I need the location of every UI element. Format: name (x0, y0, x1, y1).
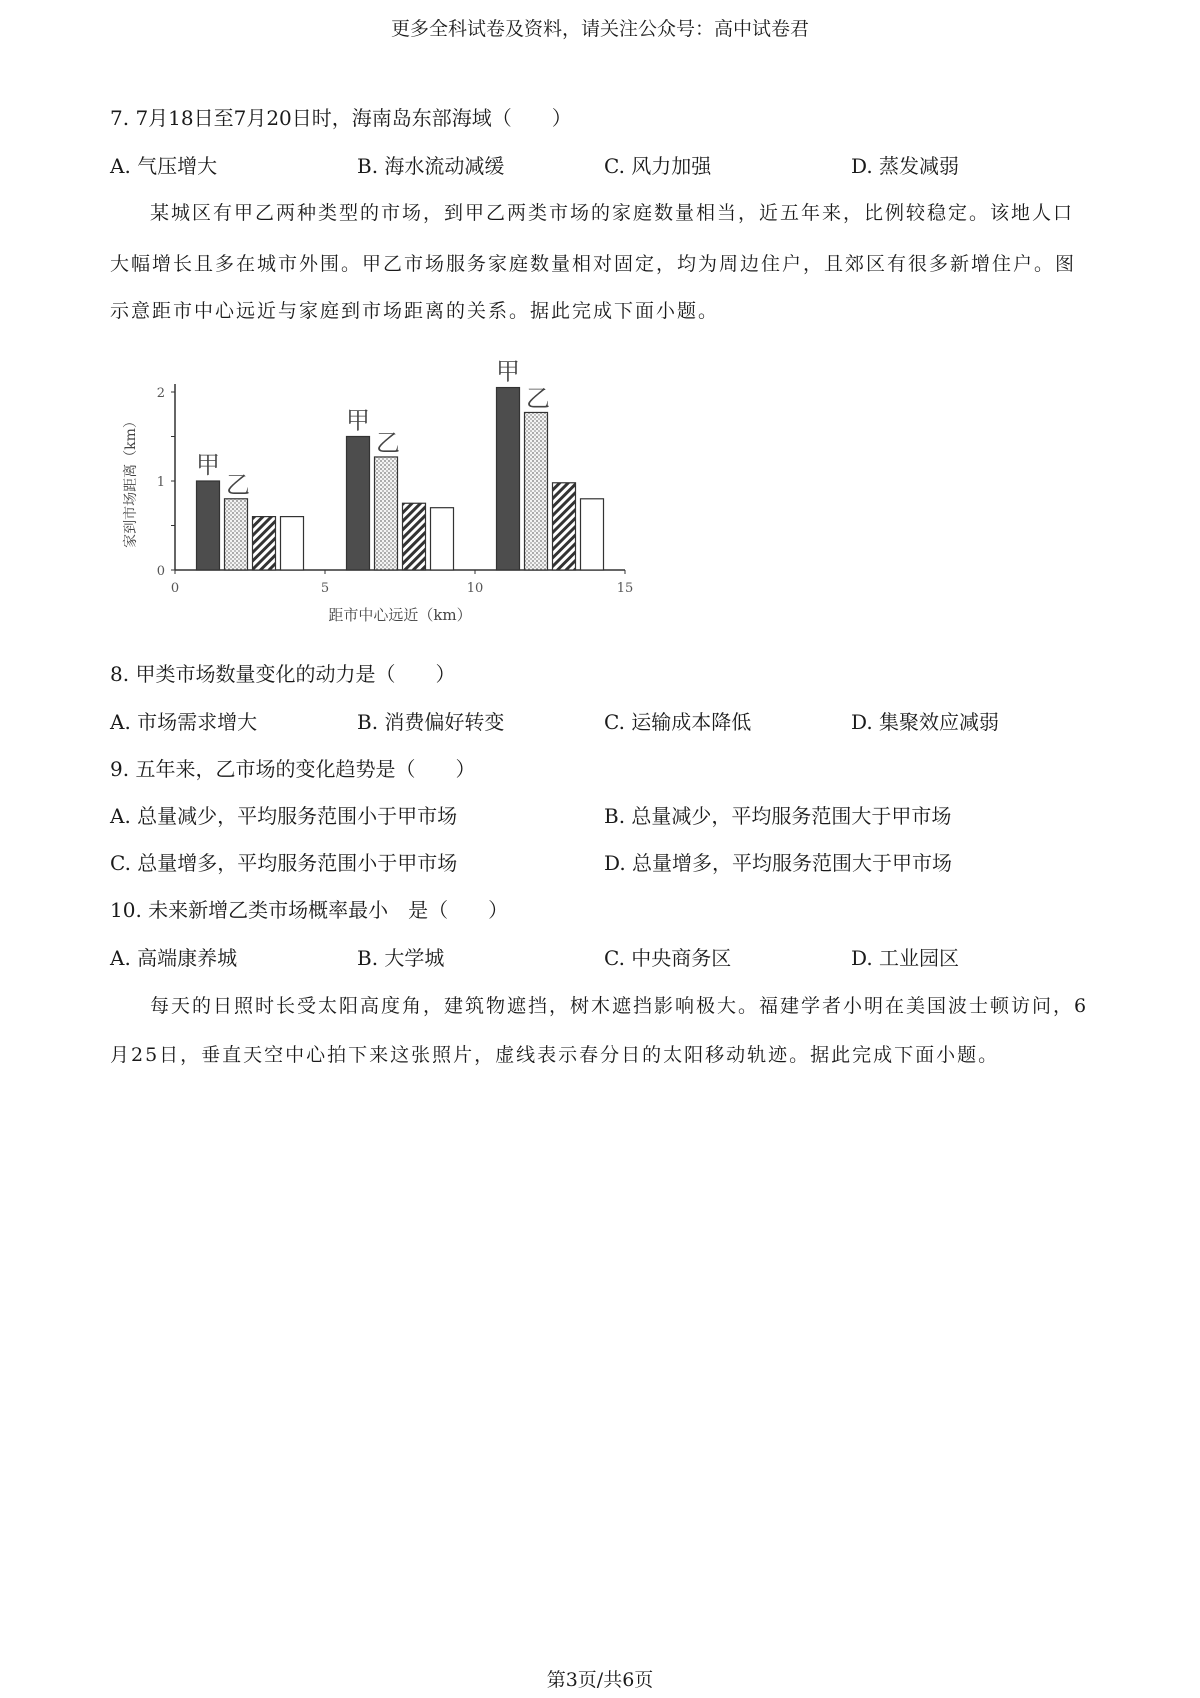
group-label-jia: 甲 (496, 357, 520, 386)
q7-option-b: B. 海水流动减缓 (357, 154, 505, 178)
bar-甲-group-3 (497, 388, 520, 570)
q9-option-a: A. 总量减少，平均服务范围小于甲市场 (110, 804, 458, 828)
q10-option-a: A. 高端康养城 (110, 946, 238, 970)
q9-stem: 9. 五年来，乙市场的变化趋势是（ ） (110, 757, 476, 781)
x-tick-label: 15 (616, 581, 634, 596)
passage1-line-1: 某城区有甲乙两种类型的市场，到甲乙两类市场的家庭数量相当，近五年来，比例较稳定。该地人口 (150, 202, 1075, 224)
q10-option-c: C. 中央商务区 (604, 946, 732, 970)
x-tick-label: 0 (170, 581, 180, 596)
bar-series4-group-1 (281, 517, 304, 570)
y-axis-label: 家到市场距离（km） (123, 414, 139, 548)
q7-stem: 7. 7月18日至7月20日时，海南岛东部海域（ ） (110, 106, 572, 130)
passage2-line-2: 月25日，垂直天空中心拍下来这张照片，虚线表示春分日的太阳移动轨迹。据此完成下面小题。 (110, 1044, 1000, 1066)
bar-series3-group-3 (553, 483, 576, 570)
bar-乙-group-1 (225, 499, 248, 570)
passage1-line-3: 示意距市中心远近与家庭到市场距离的关系。据此完成下面小题。 (110, 300, 720, 322)
distance-bar-chart (120, 352, 640, 632)
group-label-yi: 乙 (526, 384, 550, 413)
bar-乙-group-3 (525, 412, 548, 570)
q9-option-d: D. 总量增多，平均服务范围大于甲市场 (604, 851, 953, 875)
q9-option-c: C. 总量增多，平均服务范围小于甲市场 (110, 851, 458, 875)
group-label-yi: 乙 (226, 470, 250, 499)
bar-series3-group-1 (253, 517, 276, 570)
page-header: 更多全科试卷及资料，请关注公众号：高中试卷君 (390, 18, 809, 40)
group-label-jia: 甲 (346, 406, 370, 435)
q10-option-b: B. 大学城 (357, 946, 445, 970)
y-tick-label: 0 (156, 564, 165, 579)
bar-甲-group-2 (347, 437, 370, 571)
q10-stem: 10. 未来新增乙类市场概率最小 是（ ） (110, 898, 509, 922)
group-label-jia: 甲 (196, 451, 220, 479)
passage2-line-1: 每天的日照时长受太阳高度角，建筑物遮挡，树木遮挡影响极大。福建学者小明在美国波士顿访问，6 (150, 995, 1089, 1017)
x-axis-label: 距市中心远近（km） (328, 606, 472, 624)
q8-option-c: C. 运输成本降低 (604, 710, 752, 734)
page-footer: 第3页/共6页 (546, 1669, 654, 1691)
q10-option-d: D. 工业园区 (851, 946, 960, 970)
bar-甲-group-1 (197, 481, 220, 570)
q9-option-b: B. 总量减少，平均服务范围大于甲市场 (604, 804, 952, 828)
y-tick-label: 1 (156, 475, 165, 490)
bar-乙-group-2 (375, 457, 398, 570)
q8-option-d: D. 集聚效应减弱 (851, 710, 1000, 734)
q7-option-a: A. 气压增大 (110, 154, 218, 178)
x-tick-label: 10 (466, 581, 484, 596)
q7-option-c: C. 风力加强 (604, 154, 712, 178)
bar-series4-group-3 (581, 499, 604, 570)
y-tick-label: 2 (156, 386, 165, 401)
q8-stem: 8. 甲类市场数量变化的动力是（ ） (110, 662, 456, 686)
bar-series4-group-2 (431, 508, 454, 570)
q8-option-b: B. 消费偏好转变 (357, 710, 505, 734)
x-tick-label: 5 (320, 581, 330, 596)
passage1-line-2: 大幅增长且多在城市外围。甲乙市场服务家庭数量相对固定，均为周边住户，且郊区有很多新增住户。图 (110, 253, 1077, 275)
bar-series3-group-2 (403, 503, 426, 570)
group-label-yi: 乙 (376, 428, 400, 457)
q7-option-d: D. 蒸发减弱 (851, 154, 960, 178)
q8-option-a: A. 市场需求增大 (110, 710, 258, 734)
